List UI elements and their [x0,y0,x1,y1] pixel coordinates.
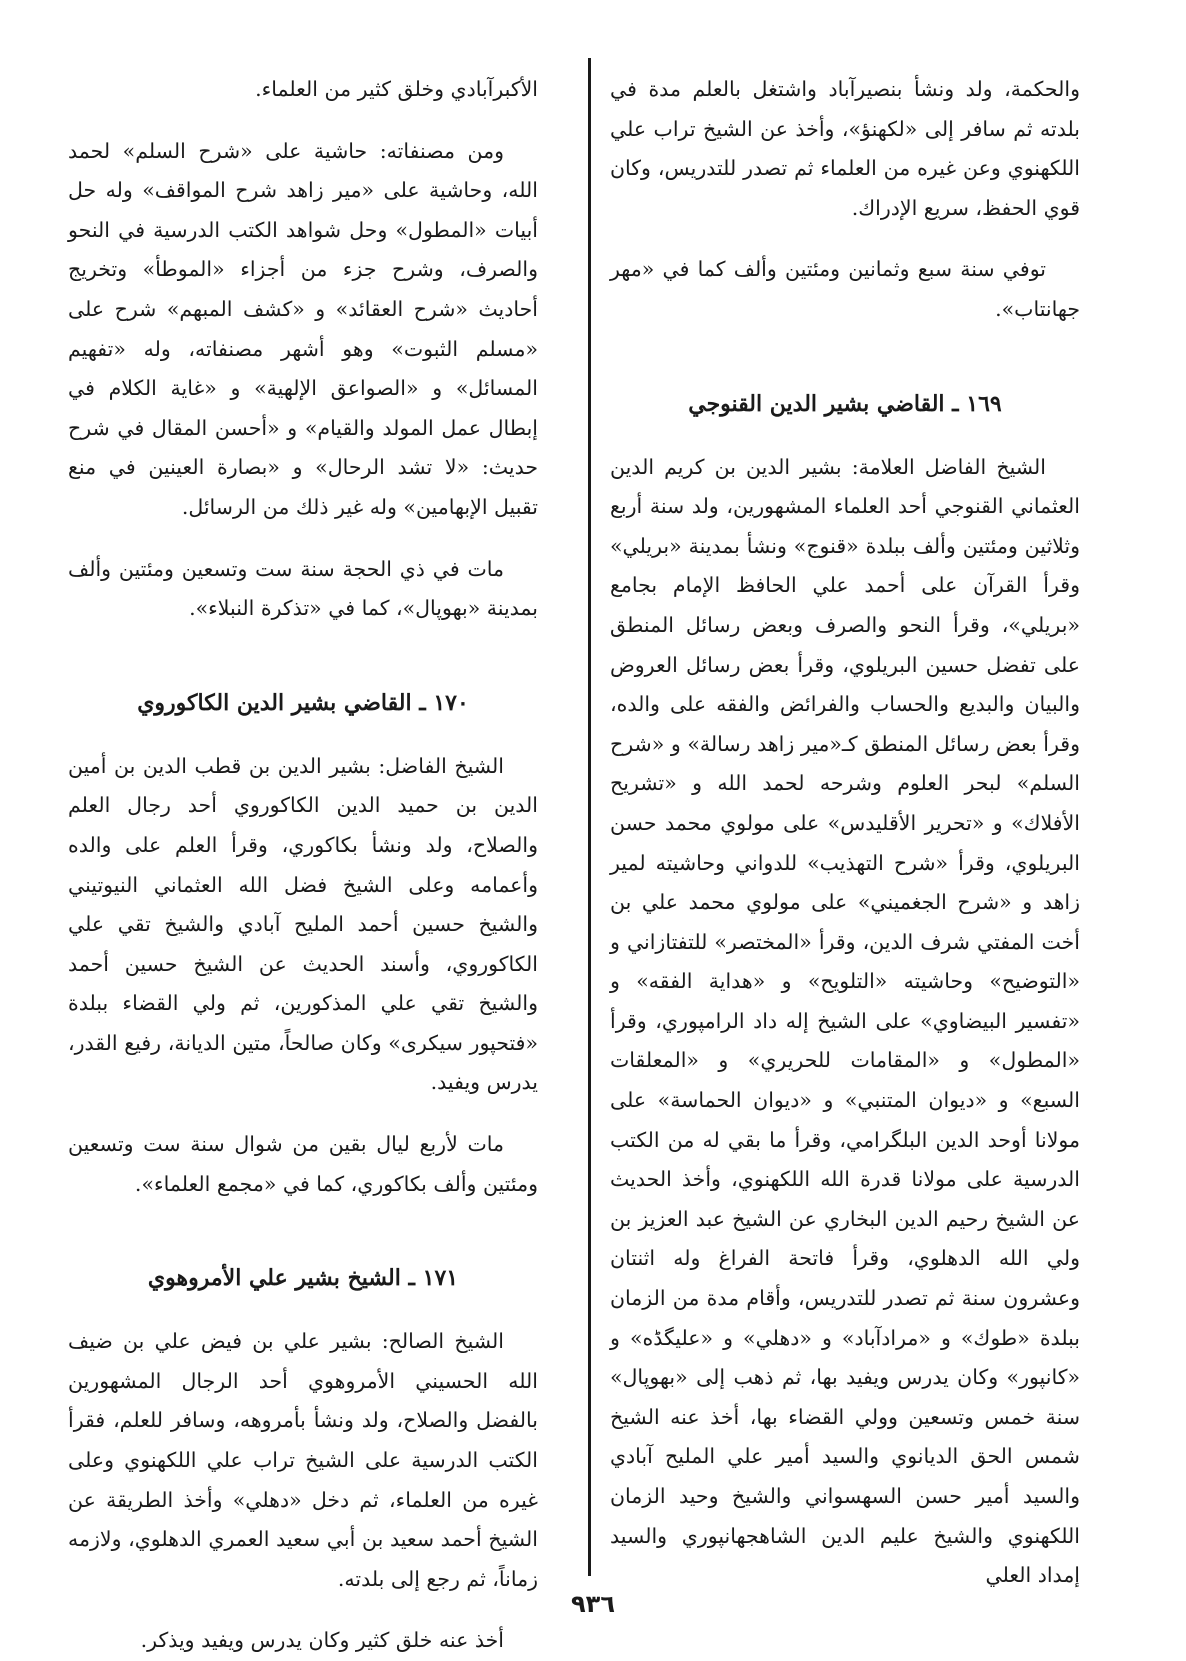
paragraph: مات لأربع ليال بقين من شوال سنة ست وتسعين ومئتين وألف بكاكوري، كما في «مجمع العلماء». [68,1132,538,1196]
column-divider [588,58,591,1576]
paragraph: الشيخ الصالح: بشير علي بن فيض علي بن ضيف الله الحسيني الأمروهوي أحد الرجال المشهورين بالفضل والصلاح، ولد ونشأ بأمروهه، وسافر للعلم، فقرأ الكتب الدرسية على الشيخ تراب علي اللكهنوي وعلى غيره من العلماء، ثم دخل «دهلي» وأخذ الطريقة عن الشيخ أحمد سعيد بن أبي سعيد العمري الدهلوي، ولازمه زماناً، ثم رجع إلى بلدته. [68,1329,538,1591]
entry-heading-170: ١٧٠ ـ القاضي بشير الدين الكاكوروي [137,689,469,716]
paragraph: ومن مصنفاته: حاشية على «شرح السلم» لحمد الله، وحاشية على «مير زاهد شرح المواقف» وله حل أبيات «المطول» وحل شواهد الكتب الدرسية في النحو والصرف، وشرح جزء من أجزاء «الموطأ» وتخريج أحاديث «شرح العقائد» و «كشف المبهم» شرح على «مسلم الثبوت» وهو أشهر مصنفاته، وله «تفهيم المسائل» و «الصواعق الإلهية» و «غاية الكلام في إبطال عمل المولد والقيام» و «أحسن المقال في شرح حديث: «لا تشد الرحال» و «بصارة العينين في منع تقبيل الإبهامين» وله غير ذلك من الرسائل. [68,138,538,519]
paragraph: والحكمة، ولد ونشأ بنصيرآباد واشتغل بالعلم مدة في بلدته ثم سافر إلى «لكهنؤ»، وأخذ عن الشيخ تراب علي اللكهنوي وعن غيره من العلماء ثم تصدر للتدريس، وكان قوي الحفظ، سريع الإدراك. [610,77,1080,220]
paragraph: أخذ عنه خلق كثير وكان يدرس ويفيد ويذكر. [140,1628,504,1653]
paragraph: توفي سنة سبع وثمانين ومئتين وألف كما في «مهر جهانتاب». [610,257,1080,321]
page-number: ٩٣٦ [571,1590,615,1618]
paragraph: مات في ذي الحجة سنة ست وتسعين ومئتين وألف بمدينة «بهوپال»، كما في «تذكرة النبلاء». [68,556,538,621]
paragraph: الأكبرآبادي وخلق كثير من العلماء. [255,77,538,101]
left-column [68,70,538,1661]
entry-heading-171: ١٧١ ـ الشيخ بشير علي الأمروهوي [147,1265,459,1292]
entry-heading-169: ١٦٩ ـ القاضي بشير الدين القنوجي [688,390,1002,417]
paragraph: الشيخ الفاضل العلامة: بشير الدين بن كريم الدين العثماني القنوجي أحد العلماء المشهورين، ولد سنة أربع وثلاثين ومئتين وألف ببلدة «قنوج» ونشأ بمدينة «بريلي» وقرأ القرآن على أحمد علي الحافظ الإمام بجامع «بريلي»، وقرأ النحو والصرف وبعض رسائل المنطق على تفضل حسين البريلوي، وقرأ بعض رسائل العروض والبيان والبديع والحساب والفرائض والفقه على والده، وقرأ بعض رسائل المنطق كـ«مير زاهد رسالة» و «شرح السلم» لبحر العلوم وشرحه لحمد الله و «تشريح الأفلاك» و «تحرير الأقليدس» على مولوي محمد حسن البريلوي، وقرأ «شرح التهذيب» للدواني وحاشيته لمير زاهد و «شرح الجغميني» على مولوي محمد علي بن أخت المفتي شرف الدين، وقرأ «المختصر» للتفتازاني و «التوضيح» وحاشيته «التلويح» و «هداية الفقه» و «تفسير البيضاوي» على الشيخ إله داد الرامپوري، وقرأ «المطول» و «المقامات للحريري» و «المعلقات السبع» و «ديوان المتنبي» و «ديوان الحماسة» على مولانا أوحد الدين البلگرامي، وقرأ ما بقي له من الكتب الدرسية على مولانا قدرة الله اللكهنوي، وأخذ الحديث عن الشيخ رحيم الدين البخاري عن الشيخ عبد العزيز بن ولي الله الدهلوي، وقرأ فاتحة الفراغ وله اثنتان وعشرون سنة ثم تصدر للتدريس، وأقام مدة من الزمان ببلدة «طوك» و «مرادآباد» و «دهلي» و «عليگڈه» و «كانپور» وكان يدرس ويفيد بها، ثم ذهب إلى «بهوپال» سنة خمس وتسعين وولي القضاء بها، أخذ عنه الشيخ شمس الحق الديانوي والسيد أمير علي المليح آبادي والسيد أمير حسن السهسواني والشيخ وحيد الزمان اللكهنوي والشيخ عليم الدين الشاهجهانپوري والسيد إمداد العلي [610,454,1080,1588]
paragraph: الشيخ الفاضل: بشير الدين بن قطب الدين بن أمين الدين بن حميد الدين الكاكوروي أحد رجال العلم والصلاح، ولد ونشأ بكاكوري، وقرأ العلم على والده وأعمامه وعلى الشيخ فضل الله العثماني النيوتيني والشيخ حسين أحمد المليح آبادي والشيخ تقي علي الكاكوروي، وأسند الحديث عن الشيخ حسين أحمد والشيخ تقي علي المذكورين، ثم ولي القضاء ببلدة «فتحپور سيكرى» وكان صالحاً، متين الديانة، رفيع القدر، يدرس ويفيد. [68,753,538,1095]
right-column [610,70,1080,1596]
